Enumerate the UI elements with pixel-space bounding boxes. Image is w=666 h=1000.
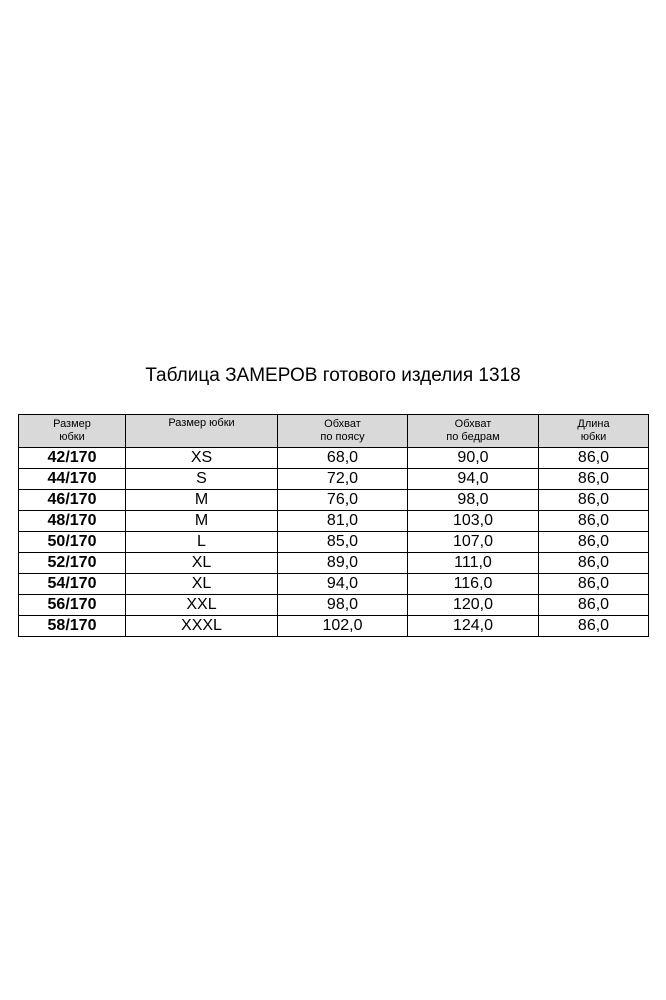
header-waist (278, 415, 408, 448)
cell-hips: 111,0 (408, 553, 539, 574)
cell-hips: 124,0 (408, 616, 539, 637)
cell-size-code: 50/170 (19, 532, 126, 553)
table-row (19, 595, 649, 616)
cell-length: 86,0 (539, 595, 649, 616)
cell-size-code: 56/170 (19, 595, 126, 616)
table-row (19, 490, 649, 511)
header-length (539, 415, 649, 448)
cell-hips: 107,0 (408, 532, 539, 553)
table-row (19, 574, 649, 595)
cell-hips: 120,0 (408, 595, 539, 616)
table-row (19, 511, 649, 532)
header-label: по поясу (320, 431, 365, 443)
page-title: Таблица ЗАМЕРОВ готового изделия 1318 (145, 365, 521, 386)
header-size-code (19, 415, 126, 448)
table-header-row (19, 415, 649, 448)
cell-size-code: 54/170 (19, 574, 126, 595)
size-table (18, 414, 649, 637)
cell-hips: 98,0 (408, 490, 539, 511)
header-label: Длина (577, 418, 610, 430)
table-row (19, 469, 649, 490)
cell-skirt-size: XL (126, 574, 278, 595)
cell-size-code: 42/170 (19, 448, 126, 469)
cell-length: 86,0 (539, 532, 649, 553)
cell-waist: 89,0 (278, 553, 408, 574)
cell-waist: 81,0 (278, 511, 408, 532)
cell-length: 86,0 (539, 511, 649, 532)
header-label: Обхват (454, 418, 492, 430)
cell-length: 86,0 (539, 574, 649, 595)
cell-skirt-size: M (126, 490, 278, 511)
header-label: юбки (580, 431, 607, 443)
cell-waist: 76,0 (278, 490, 408, 511)
cell-skirt-size: L (126, 532, 278, 553)
table-row (19, 532, 649, 553)
cell-hips: 94,0 (408, 469, 539, 490)
cell-skirt-size: XL (126, 553, 278, 574)
cell-skirt-size: M (126, 511, 278, 532)
table-row (19, 553, 649, 574)
cell-skirt-size: XS (126, 448, 278, 469)
cell-size-code: 48/170 (19, 511, 126, 532)
cell-size-code: 46/170 (19, 490, 126, 511)
cell-length: 86,0 (539, 553, 649, 574)
header-hips (408, 415, 539, 448)
cell-length: 86,0 (539, 469, 649, 490)
header-label: Размер юбки (168, 417, 235, 429)
cell-length: 86,0 (539, 448, 649, 469)
table-row (19, 448, 649, 469)
cell-waist: 68,0 (278, 448, 408, 469)
cell-size-code: 52/170 (19, 553, 126, 574)
header-label: по бедрам (446, 431, 500, 443)
cell-hips: 90,0 (408, 448, 539, 469)
cell-waist: 94,0 (278, 574, 408, 595)
cell-waist: 85,0 (278, 532, 408, 553)
header-label: Размер (53, 418, 91, 430)
table-row (19, 616, 649, 637)
cell-hips: 116,0 (408, 574, 539, 595)
cell-length: 86,0 (539, 616, 649, 637)
header-label: юбки (59, 431, 85, 443)
cell-skirt-size: S (126, 469, 278, 490)
cell-hips: 103,0 (408, 511, 539, 532)
cell-size-code: 44/170 (19, 469, 126, 490)
cell-skirt-size: XXXL (126, 616, 278, 637)
cell-waist: 102,0 (278, 616, 408, 637)
cell-waist: 98,0 (278, 595, 408, 616)
cell-size-code: 58/170 (19, 616, 126, 637)
cell-waist: 72,0 (278, 469, 408, 490)
cell-length: 86,0 (539, 490, 649, 511)
cell-skirt-size: XXL (126, 595, 278, 616)
header-skirt-size (126, 415, 278, 448)
header-label: Обхват (324, 418, 361, 430)
